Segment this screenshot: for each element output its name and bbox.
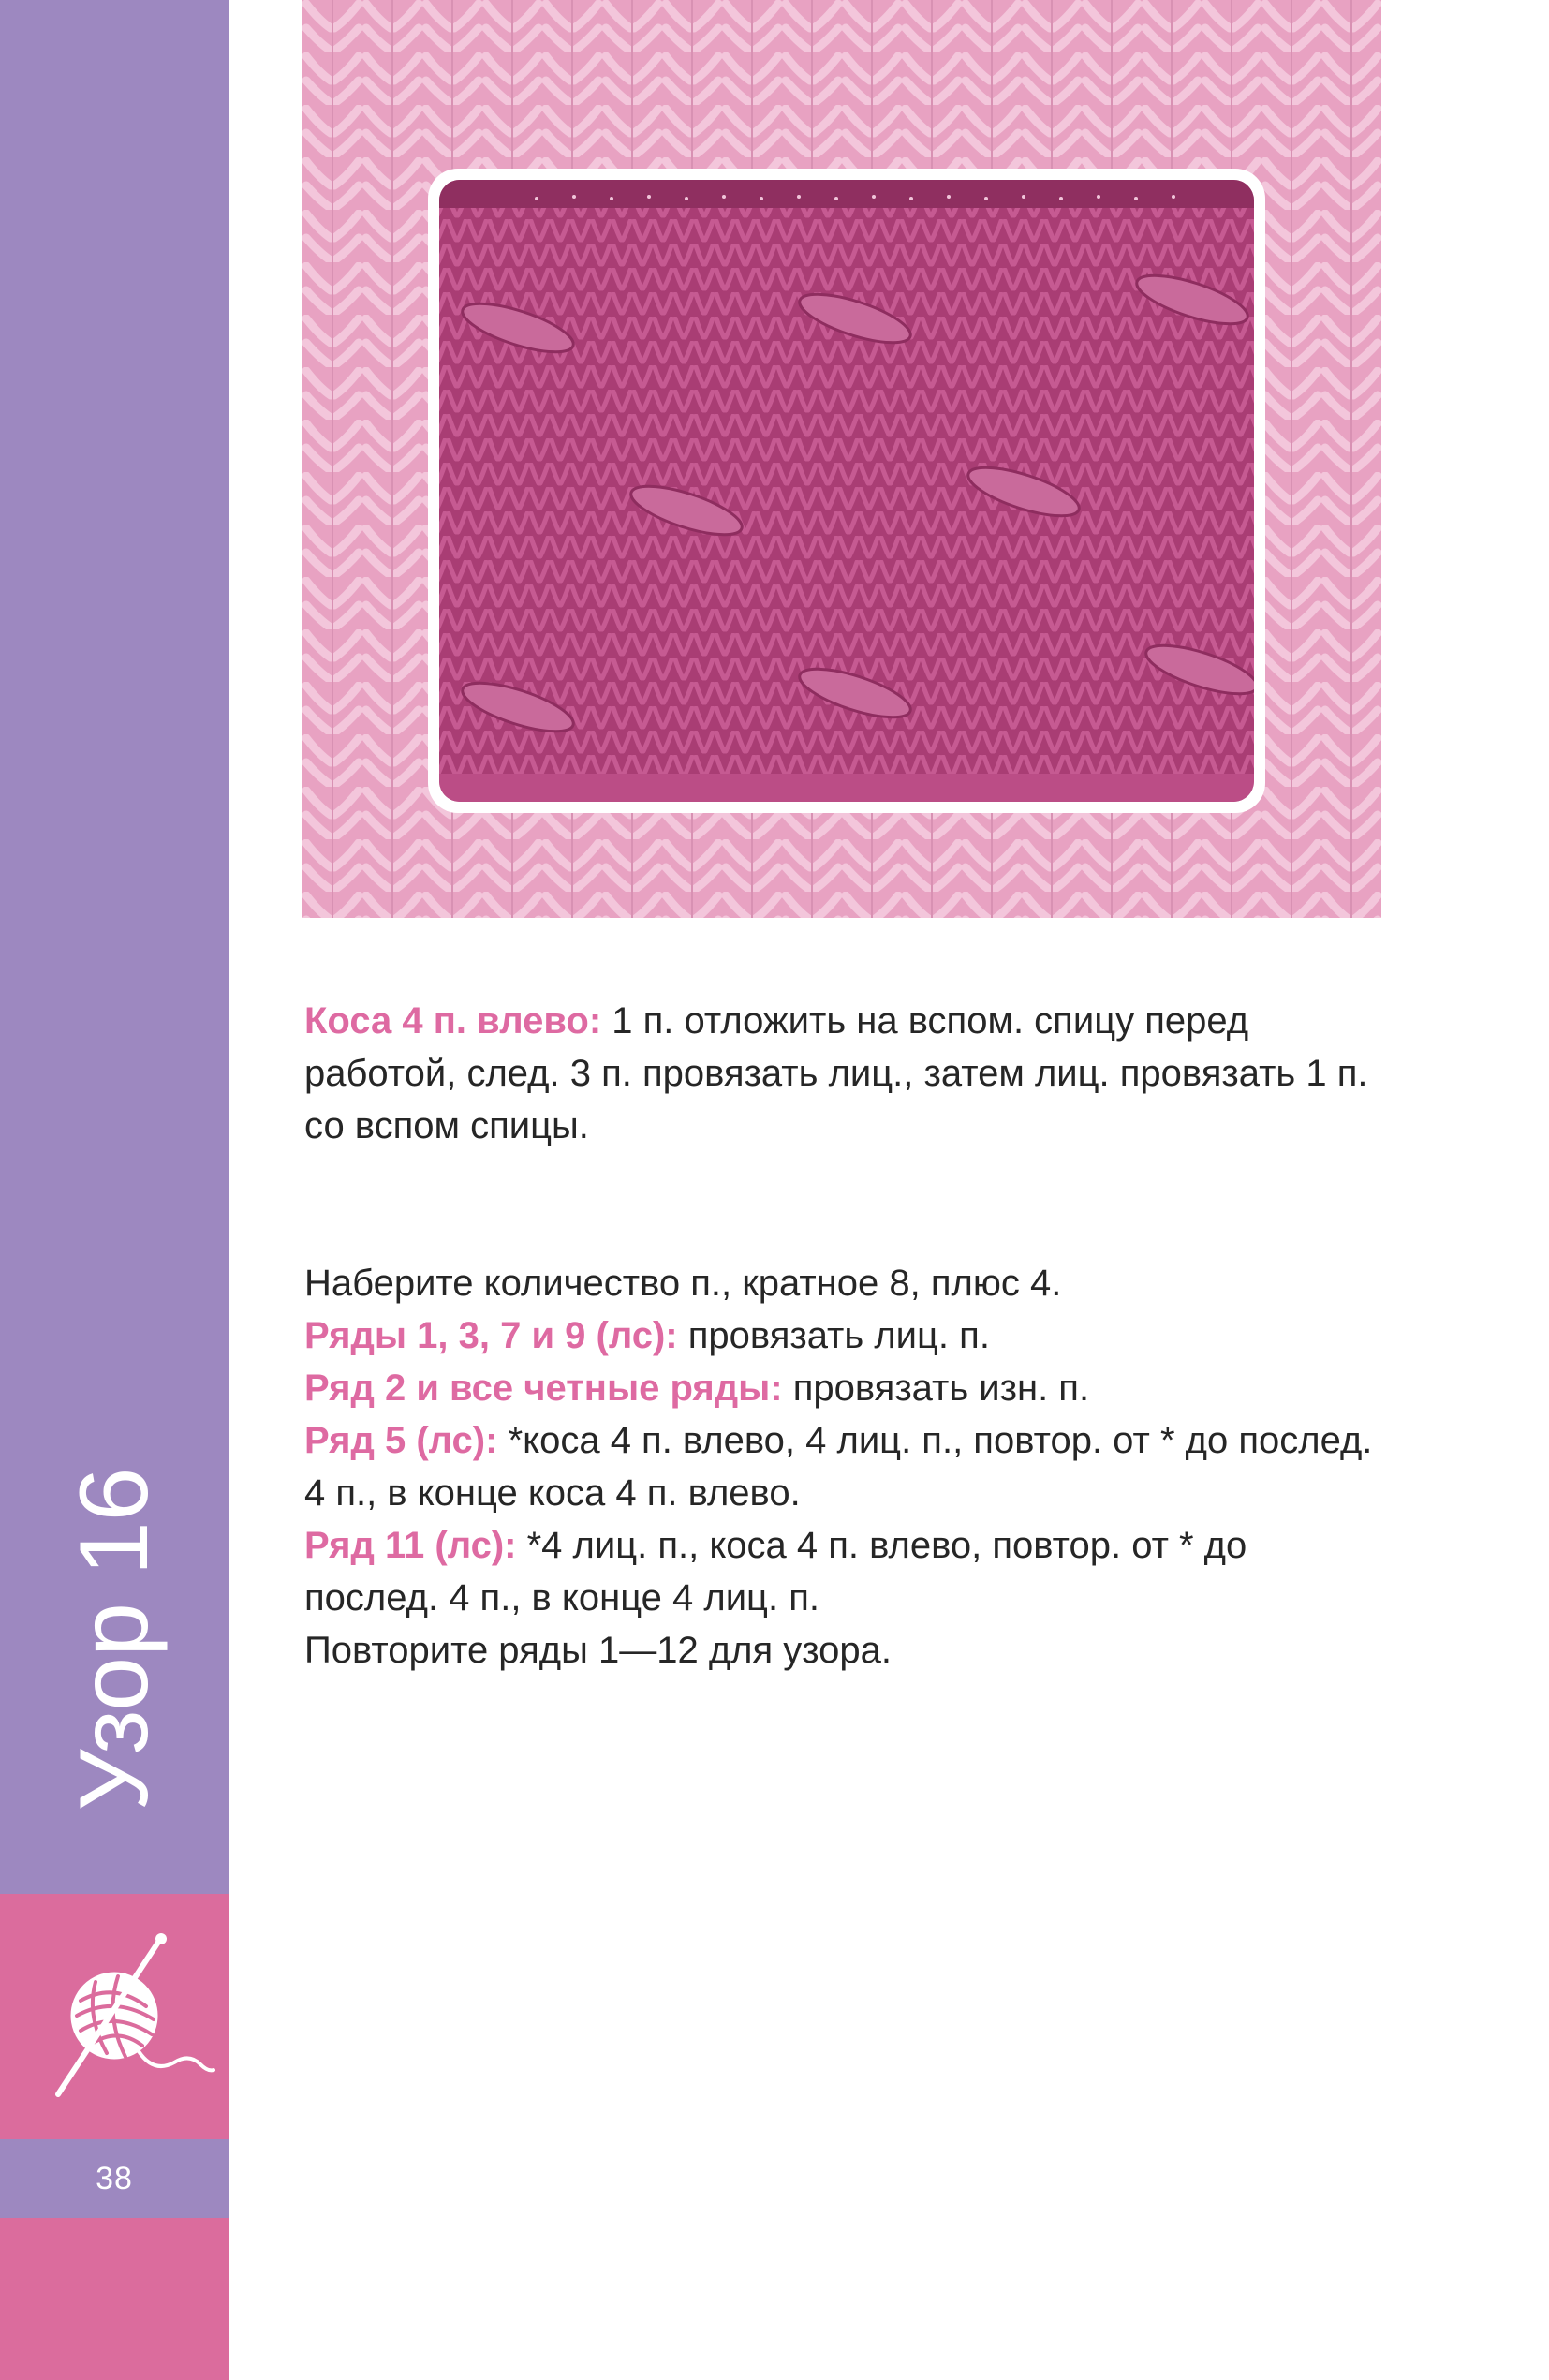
row-label: Ряды 1, 3, 7 и 9 (лс): xyxy=(304,1315,678,1356)
repeat-note: Повторите ряды 1—12 для узора. xyxy=(304,1630,893,1671)
page-number-strip xyxy=(0,2139,229,2218)
row-label: Ряд 5 (лс): xyxy=(304,1420,498,1461)
pattern-title-container xyxy=(0,1433,229,1845)
pattern-title: Узор 16 xyxy=(60,1467,169,1811)
cable-term: Коса 4 п. влево: xyxy=(304,1000,602,1042)
paragraph-spacer xyxy=(304,1152,1383,1257)
knitting-sample-photo xyxy=(302,0,1381,918)
row-text: *4 лиц. п., коса 4 п. влево, повтор. от * до послед. 4 п., в конце 4 лиц. п. xyxy=(304,1525,1247,1619)
cable-definition xyxy=(304,995,1383,1152)
row-label: Ряд 11 (лс): xyxy=(304,1525,517,1566)
row-label: Ряд 2 и все четные ряды: xyxy=(304,1367,783,1409)
row-text: *коса 4 п. влево, 4 лиц. п., повтор. от * до послед. 4 п., в конце коса 4 п. влево. xyxy=(304,1420,1373,1514)
yarn-ball-with-knitting-needle-icon xyxy=(49,1933,217,2102)
cast-on-line: Наберите количество п., кратное 8, плюс 4. xyxy=(304,1263,1062,1304)
row-text: провязать изн. п. xyxy=(782,1367,1090,1409)
instructions xyxy=(304,995,1383,1677)
row-instruction xyxy=(304,1519,1383,1624)
row-instruction xyxy=(304,1309,1383,1362)
page-number: 38 xyxy=(96,2160,133,2196)
cable-description: 1 п. отложить на вспом. спицу перед работой, след. 3 п. провязать лиц., затем лиц. провязать 1 п. со вспом спицы. xyxy=(304,1000,1368,1146)
row-instruction xyxy=(304,1362,1383,1414)
knit-sample xyxy=(439,180,1262,802)
row-instruction xyxy=(304,1414,1383,1519)
row-text: провязать лиц. п. xyxy=(677,1315,990,1356)
